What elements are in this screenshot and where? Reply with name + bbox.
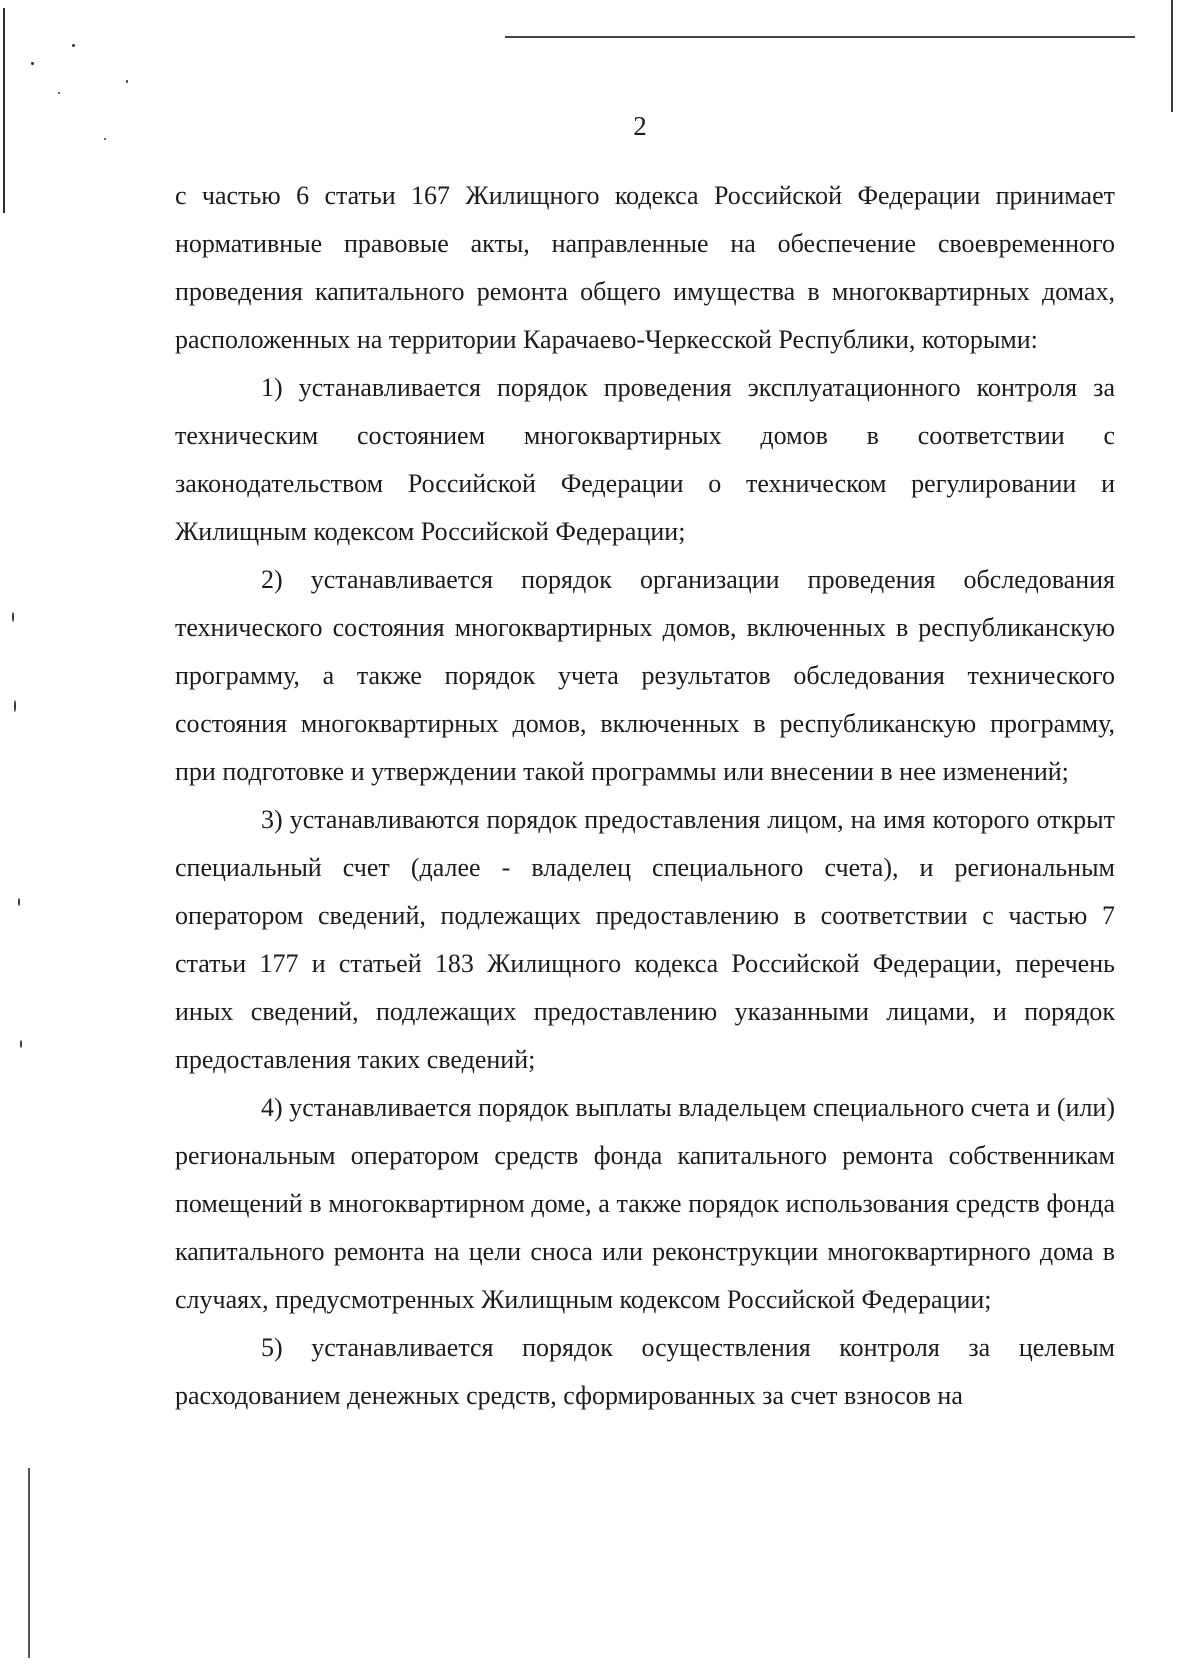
scan-speck — [18, 898, 20, 906]
scan-speck — [58, 92, 60, 94]
scan-speck — [126, 80, 128, 83]
document-body — [175, 172, 1115, 1420]
list-item-3: 3) устанавливаются порядок предоставления лицом, на имя которого открыт специальный счет (далее - владелец специального счета), и региональным оператором сведений, подлежащих предоставлению в соответствии с частью 7 статьи 177 и статьей 183 Жилищного кодекса Российской Федерации, перечень иных сведений, подлежащих предоставлению указанными лицами, и порядок предоставления таких сведений; — [175, 805, 1115, 1074]
scan-speck — [12, 612, 14, 622]
scan-edge-line-right — [1171, 0, 1173, 112]
list-item-2: 2) устанавливается порядок организации проведения обследования технического состояния многоквартирных домов, включенных в республиканскую программу, а также порядок учета результатов обследования технического состояния многоквартирных домов, включенных в республиканскую программу, при подготовке и утверждении такой программы или внесении в нее изменений; — [175, 565, 1115, 786]
scan-edge-line-bottom-left — [28, 1468, 30, 1658]
paragraph-continuation: с частью 6 статьи 167 Жилищного кодекса Российской Федерации принимает нормативные правовые акты, направленные на обеспечение своевременного проведения капитального ремонта общего имущества в многоквартирных домах, расположенных на территории Карачаево-Черкесской Республики, которыми: — [175, 181, 1115, 354]
page-number: 2 — [633, 111, 647, 141]
scan-speck — [14, 700, 16, 712]
list-item-5: 5) устанавливается порядок осуществления контроля за целевым расходованием денежных средств, сформированных за счет взносов на — [175, 1333, 1115, 1410]
list-item-1: 1) устанавливается порядок проведения эксплуатационного контроля за техническим состоянием многоквартирных домов в соответствии с законодательством Российской Федерации о техническом регулировании и Жилищным кодексом Российской Федерации; — [175, 373, 1115, 546]
scan-speck — [20, 1040, 22, 1048]
scan-speck — [31, 62, 34, 65]
scan-speck — [72, 44, 75, 47]
list-item-4: 4) устанавливается порядок выплаты владельцем специального счета и (или) региональным оператором средств фонда капитального ремонта собственникам помещений в многоквартирном доме, а также порядок использования средств фонда капитального ремонта на цели сноса или реконструкции многоквартирного дома в случаях, предусмотренных Жилищным кодексом Российской Федерации; — [175, 1093, 1115, 1314]
scan-top-rule — [505, 36, 1135, 38]
